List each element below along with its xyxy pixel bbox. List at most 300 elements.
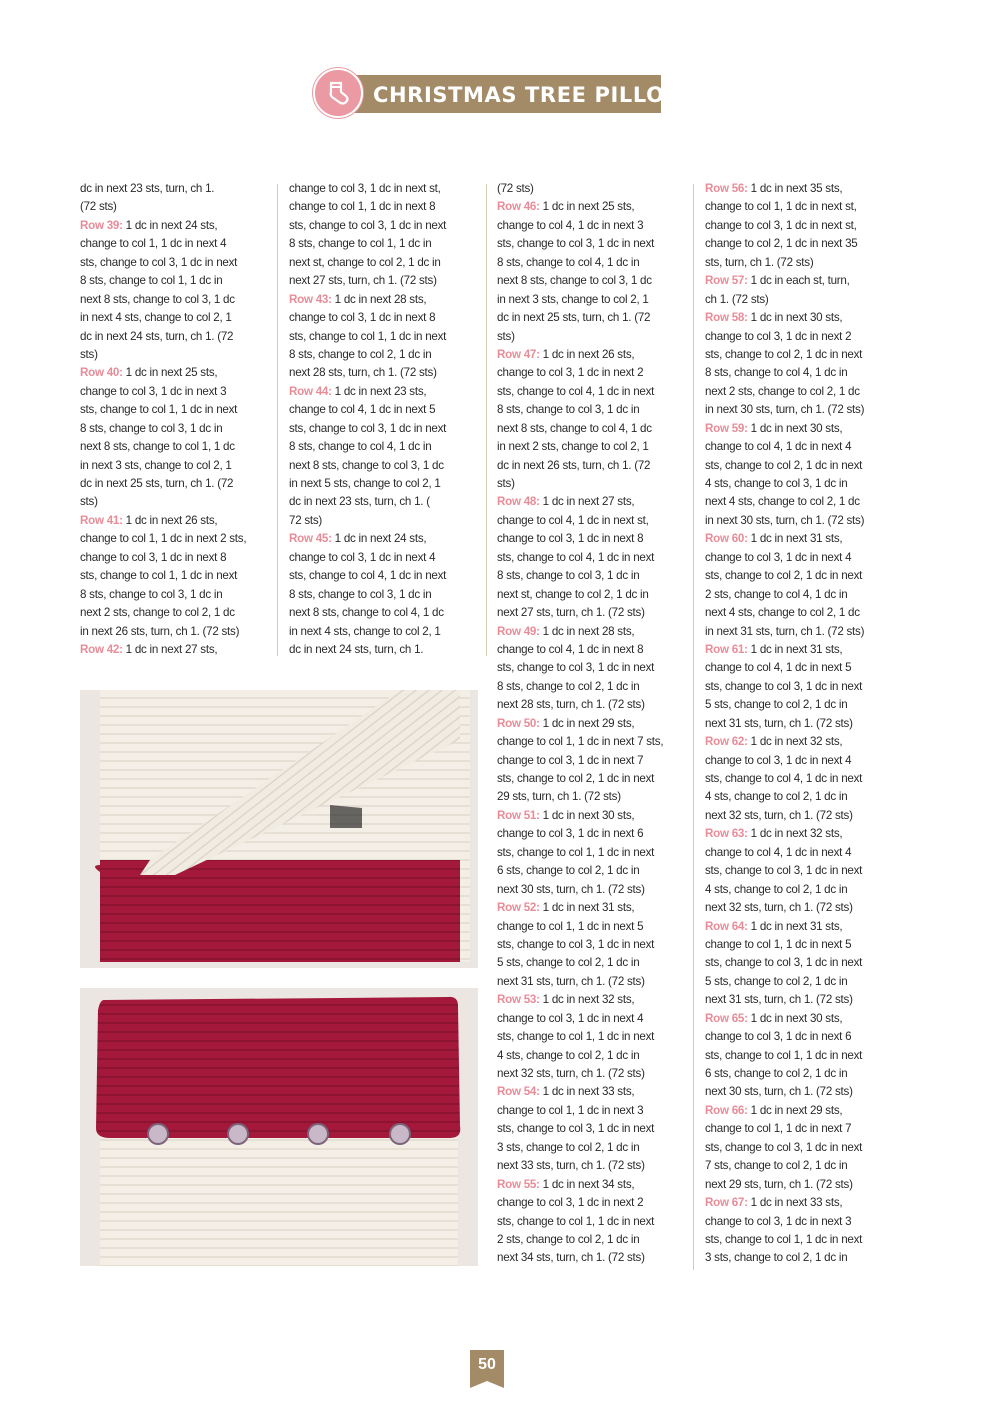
text-line — [705, 954, 864, 972]
instruction-text: change to col 3, 1 dc in next 8 — [497, 532, 644, 546]
text-line — [80, 383, 246, 401]
text-line — [705, 881, 864, 899]
instruction-text: sts, change to col 2, 1 dc in next — [705, 347, 863, 361]
instruction-text: next 33 sts, turn, ch 1. (72 sts) — [497, 1159, 645, 1173]
text-line — [497, 420, 663, 438]
instruction-text: 8 sts, change to col 3, 1 dc in — [80, 587, 223, 601]
text-line — [705, 973, 864, 991]
instruction-text: next 8 sts, change to col 4, 1 dc — [497, 421, 652, 435]
instruction-text: 1 dc in next 24 sts, — [331, 532, 427, 546]
text-line — [705, 1139, 864, 1157]
instruction-text: 2 sts, change to col 2, 1 dc in — [497, 1232, 640, 1246]
instruction-text: (72 sts) — [80, 200, 117, 214]
text-line — [497, 364, 663, 382]
text-line — [705, 291, 864, 309]
instruction-text: (72 sts) — [497, 182, 534, 195]
text-line — [705, 235, 864, 253]
text-line — [80, 309, 246, 327]
row-label: Row 47: — [497, 347, 540, 361]
text-line — [705, 918, 864, 936]
text-line — [705, 862, 864, 880]
text-line — [80, 346, 246, 364]
instruction-text: next 4 sts, change to col 2, 1 dc — [705, 495, 860, 509]
instruction-text: in next 30 sts, turn, ch 1. (72 sts) — [705, 403, 865, 417]
instruction-text: next 8 sts, change to col 3, 1 dc — [497, 274, 652, 288]
text-line — [289, 309, 446, 327]
instruction-text: in next 3 sts, change to col 2, 1 — [80, 458, 232, 472]
text-line — [705, 549, 864, 567]
text-line — [80, 328, 246, 346]
text-line — [80, 586, 246, 604]
instruction-text: change to col 1, 1 dc in next 5 — [705, 937, 852, 951]
instruction-text: 1 dc in next 29 sts, — [539, 716, 635, 730]
instruction-text: next 2 sts, change to col 2, 1 dc — [705, 384, 860, 398]
instruction-text: change to col 1, 1 dc in next 7 — [705, 1122, 852, 1136]
instruction-text: dc in next 24 sts, turn, ch 1. — [289, 642, 424, 656]
page-number: 50 — [478, 1356, 496, 1373]
text-line — [289, 493, 446, 511]
text-line — [80, 217, 246, 235]
instruction-text: 3 sts, change to col 2, 1 dc in — [705, 1251, 848, 1265]
instruction-text: sts, change to col 2, 1 dc in next — [705, 458, 863, 472]
text-line — [497, 346, 663, 364]
text-line — [80, 180, 246, 198]
text-line — [705, 567, 864, 585]
text-line — [705, 1213, 864, 1231]
text-line — [289, 217, 446, 235]
instruction-text: change to col 3, 1 dc in next 8 — [80, 550, 227, 564]
text-line — [497, 973, 663, 991]
instruction-text: 1 dc in next 35 sts, — [747, 182, 843, 195]
text-line — [705, 1157, 864, 1175]
instruction-text: dc in next 24 sts, turn, ch 1. (72 — [80, 329, 234, 343]
instruction-text: next 31 sts, turn, ch 1. (72 sts) — [497, 974, 645, 988]
instruction-text: 4 sts, change to col 2, 1 dc in — [705, 882, 848, 896]
text-line — [497, 1102, 663, 1120]
text-line — [497, 770, 663, 788]
instruction-text: 8 sts, change to col 4, 1 dc in — [497, 255, 640, 269]
instruction-text: sts, change to col 2, 1 dc in next — [705, 569, 863, 583]
text-line — [80, 623, 246, 641]
instruction-text: next st, change to col 2, 1 dc in — [497, 587, 649, 601]
text-line — [705, 438, 864, 456]
text-line — [497, 438, 663, 456]
instruction-text: 8 sts, change to col 3, 1 dc in — [80, 421, 223, 435]
instruction-text: next 32 sts, turn, ch 1. (72 sts) — [705, 901, 853, 915]
instruction-text: in next 3 sts, change to col 2, 1 — [497, 292, 649, 306]
text-line — [705, 309, 864, 327]
instruction-text: sts) — [80, 347, 98, 361]
text-line — [705, 198, 864, 216]
instruction-text: in next 4 sts, change to col 2, 1 — [289, 624, 441, 638]
instruction-text: 6 sts, change to col 2, 1 dc in — [497, 864, 640, 878]
instruction-text: next 31 sts, turn, ch 1. (72 sts) — [705, 716, 853, 730]
text-line — [705, 180, 864, 198]
text-line — [497, 254, 663, 272]
text-line — [705, 1231, 864, 1249]
page-number-tab — [470, 1350, 504, 1388]
text-line — [497, 807, 663, 825]
text-line — [497, 991, 663, 1009]
instruction-text: 1 dc in next 27 sts, — [122, 642, 218, 656]
text-line — [705, 770, 864, 788]
column-divider — [277, 184, 278, 656]
text-line — [705, 217, 864, 235]
instruction-text: 8 sts, change to col 2, 1 dc in — [289, 347, 432, 361]
pillow-photo-back — [80, 988, 478, 1266]
instruction-text: next 34 sts, turn, ch 1. (72 sts) — [497, 1251, 645, 1265]
instruction-text: change to col 3, 1 dc in next 2 — [497, 366, 644, 380]
text-line — [289, 328, 446, 346]
instruction-text: dc in next 25 sts, turn, ch 1. (72 — [497, 311, 651, 325]
text-column-4 — [705, 180, 864, 1268]
instruction-text: change to col 2, 1 dc in next 35 — [705, 237, 858, 251]
text-line — [705, 475, 864, 493]
text-line — [497, 1231, 663, 1249]
instruction-text: 1 dc in next 30 sts, — [747, 1011, 843, 1025]
instruction-text: change to col 4, 1 dc in next 5 — [289, 403, 436, 417]
text-line — [497, 401, 663, 419]
instruction-text: next 28 sts, turn, ch 1. (72 sts) — [289, 366, 437, 380]
instruction-text: dc in next 25 sts, turn, ch 1. (72 — [80, 477, 234, 490]
instruction-text: sts, change to col 4, 1 dc in next — [705, 772, 863, 785]
text-line — [80, 549, 246, 567]
instruction-text: change to col 1, 1 dc in next 3 — [497, 1103, 644, 1117]
instruction-text: change to col 3, 1 dc in next 3 — [705, 1214, 852, 1228]
row-label: Row 48: — [497, 495, 540, 509]
row-label: Row 42: — [80, 642, 123, 656]
instruction-text: change to col 3, 1 dc in next 7 — [497, 753, 644, 767]
text-line — [497, 457, 663, 475]
instruction-text: in next 5 sts, change to col 2, 1 — [289, 477, 441, 490]
instruction-text: 1 dc in next 31 sts, — [747, 642, 843, 656]
instruction-text: sts, change to col 3, 1 dc in next — [705, 679, 863, 693]
instruction-text: sts, change to col 2, 1 dc in next — [497, 772, 655, 785]
row-label: Row 61: — [705, 642, 748, 656]
text-line — [80, 291, 246, 309]
instruction-text: 8 sts, change to col 3, 1 dc in — [289, 587, 432, 601]
text-line — [497, 862, 663, 880]
instruction-text: 1 dc in next 33 sts, — [539, 1085, 635, 1099]
text-line — [289, 235, 446, 253]
row-label: Row 46: — [497, 200, 540, 214]
instruction-text: 1 dc in next 32 sts, — [747, 827, 843, 841]
text-line — [80, 420, 246, 438]
instruction-text: 8 sts, change to col 3, 1 dc in — [497, 569, 640, 583]
text-line — [705, 1102, 864, 1120]
text-line — [705, 641, 864, 659]
instruction-text: dc in next 26 sts, turn, ch 1. (72 — [497, 458, 651, 472]
instruction-text: 6 sts, change to col 2, 1 dc in — [705, 1067, 848, 1080]
text-line — [497, 309, 663, 327]
instruction-text: sts) — [497, 329, 515, 343]
row-label: Row 55: — [497, 1177, 540, 1191]
text-line — [497, 954, 663, 972]
instruction-text: change to col 3, 1 dc in next 6 — [497, 827, 644, 841]
instruction-text: sts, change to col 3, 1 dc in next — [497, 661, 655, 675]
text-line — [497, 383, 663, 401]
instruction-text: in next 2 sts, change to col 2, 1 — [497, 440, 649, 454]
instruction-text: 1 dc in next 32 sts, — [747, 735, 843, 749]
text-line — [705, 364, 864, 382]
instruction-text: sts, change to col 1, 1 dc in next — [289, 329, 447, 343]
instruction-text: in next 30 sts, turn, ch 1. (72 sts) — [705, 513, 865, 527]
text-line — [289, 346, 446, 364]
instruction-text: next 30 sts, turn, ch 1. (72 sts) — [497, 882, 645, 896]
instruction-text: change to col 3, 1 dc in next st, — [289, 182, 441, 195]
text-line — [497, 1139, 663, 1157]
text-line — [705, 1194, 864, 1212]
text-line — [80, 567, 246, 585]
instruction-text: 7 sts, change to col 2, 1 dc in — [705, 1159, 848, 1173]
row-label: Row 59: — [705, 421, 748, 435]
text-line — [80, 438, 246, 456]
instruction-text: 1 dc in next 28 sts, — [539, 624, 635, 638]
text-line — [497, 844, 663, 862]
instruction-text: 1 dc in next 34 sts, — [539, 1177, 635, 1191]
instruction-text: 1 dc in next 24 sts, — [122, 218, 218, 232]
text-line — [705, 328, 864, 346]
text-line — [497, 678, 663, 696]
text-line — [705, 752, 864, 770]
text-line — [497, 1028, 663, 1046]
text-line — [80, 530, 246, 548]
row-label: Row 63: — [705, 827, 748, 841]
instruction-text: 3 sts, change to col 2, 1 dc in — [497, 1140, 640, 1154]
text-line — [497, 696, 663, 714]
text-line — [289, 438, 446, 456]
instruction-text: change to col 3, 1 dc in next 4 — [289, 550, 436, 564]
text-line — [705, 991, 864, 1009]
text-line — [497, 936, 663, 954]
text-line — [705, 678, 864, 696]
instruction-text: 5 sts, change to col 2, 1 dc in — [705, 698, 848, 712]
text-line — [497, 198, 663, 216]
instruction-text: 1 dc in next 32 sts, — [539, 993, 635, 1007]
text-line — [80, 235, 246, 253]
text-line — [80, 457, 246, 475]
row-label: Row 66: — [705, 1103, 748, 1117]
instruction-text: sts, change to col 3, 1 dc in next — [80, 255, 238, 269]
instruction-text: 1 dc in next 30 sts, — [539, 808, 635, 822]
text-line — [80, 641, 246, 659]
instruction-text: sts, change to col 3, 1 dc in next — [289, 218, 447, 232]
text-line — [80, 493, 246, 511]
text-line — [705, 512, 864, 530]
text-line — [289, 549, 446, 567]
instruction-text: sts, change to col 4, 1 dc in next — [497, 384, 655, 398]
text-line — [705, 1120, 864, 1138]
text-line — [705, 1010, 864, 1028]
instruction-text: dc in next 23 sts, turn, ch 1. — [80, 182, 215, 195]
row-label: Row 58: — [705, 311, 748, 325]
instruction-text: next 8 sts, change to col 3, 1 dc — [289, 458, 444, 472]
instruction-text: next 32 sts, turn, ch 1. (72 sts) — [497, 1067, 645, 1080]
instruction-text: 1 dc in next 27 sts, — [539, 495, 635, 509]
text-line — [705, 272, 864, 290]
text-line — [497, 733, 663, 751]
text-line — [705, 659, 864, 677]
text-line — [497, 1065, 663, 1083]
text-line — [705, 1047, 864, 1065]
instruction-text: sts, change to col 1, 1 dc in next — [80, 403, 238, 417]
text-line — [289, 512, 446, 530]
text-line — [289, 254, 446, 272]
instruction-text: 5 sts, change to col 2, 1 dc in — [497, 956, 640, 970]
instruction-text: change to col 3, 1 dc in next 8 — [289, 311, 436, 325]
row-label: Row 67: — [705, 1196, 748, 1210]
instruction-text: 1 dc in next 23 sts, — [331, 384, 427, 398]
instruction-text: in next 4 sts, change to col 2, 1 — [80, 311, 232, 325]
instruction-text: in next 31 sts, turn, ch 1. (72 sts) — [705, 624, 865, 638]
text-line — [705, 844, 864, 862]
text-line — [497, 530, 663, 548]
text-line — [289, 641, 446, 659]
instruction-text: sts, change to col 3, 1 dc in next — [497, 1122, 655, 1136]
row-label: Row 54: — [497, 1085, 540, 1099]
text-line — [497, 512, 663, 530]
text-line — [705, 733, 864, 751]
text-line — [497, 1157, 663, 1175]
instruction-text: change to col 3, 1 dc in next 6 — [705, 1030, 852, 1044]
text-line — [80, 364, 246, 382]
instruction-text: ch 1. (72 sts) — [705, 292, 769, 306]
instruction-text: next 29 sts, turn, ch 1. (72 sts) — [705, 1177, 853, 1191]
text-column-1 — [80, 180, 246, 659]
instruction-text: 29 sts, turn, ch 1. (72 sts) — [497, 790, 621, 804]
instruction-text: change to col 1, 1 dc in next 7 sts, — [497, 735, 664, 749]
instruction-text: change to col 3, 1 dc in next 2 — [497, 1196, 644, 1210]
row-label: Row 51: — [497, 808, 540, 822]
row-label: Row 50: — [497, 716, 540, 730]
text-line — [497, 549, 663, 567]
instruction-text: next 8 sts, change to col 4, 1 dc — [289, 606, 444, 620]
instruction-text: 4 sts, change to col 3, 1 dc in — [705, 477, 848, 490]
text-line — [80, 475, 246, 493]
row-label: Row 52: — [497, 901, 540, 915]
instruction-text: in next 26 sts, turn, ch 1. (72 sts) — [80, 624, 240, 638]
instruction-text: 4 sts, change to col 2, 1 dc in — [497, 1048, 640, 1062]
instruction-text: change to col 1, 1 dc in next 8 — [289, 200, 436, 214]
text-line — [497, 217, 663, 235]
instruction-text: sts, change to col 1, 1 dc in next — [705, 1048, 863, 1062]
instruction-text: 1 dc in each st, turn, — [747, 274, 850, 288]
row-label: Row 44: — [289, 384, 332, 398]
text-line — [497, 1047, 663, 1065]
instruction-text: 1 dc in next 31 sts, — [747, 919, 843, 933]
row-label: Row 60: — [705, 532, 748, 546]
instruction-text: 72 sts) — [289, 513, 323, 527]
text-line — [497, 659, 663, 677]
text-line — [497, 1010, 663, 1028]
instruction-text: 5 sts, change to col 2, 1 dc in — [705, 974, 848, 988]
text-line — [497, 918, 663, 936]
instruction-text: next 27 sts, turn, ch 1. (72 sts) — [497, 606, 645, 620]
instruction-text: sts, change to col 4, 1 dc in next — [289, 569, 447, 583]
instruction-text: sts, change to col 1, 1 dc in next — [80, 569, 238, 583]
instruction-text: sts, change to col 3, 1 dc in next — [289, 421, 447, 435]
text-line — [497, 1249, 663, 1267]
instruction-text: 1 dc in next 26 sts, — [539, 347, 635, 361]
instruction-text: sts, change to col 3, 1 dc in next — [705, 864, 863, 878]
column-divider — [693, 184, 694, 1270]
instruction-text: change to col 4, 1 dc in next 3 — [497, 218, 644, 232]
row-label: Row 56: — [705, 182, 748, 195]
text-line — [705, 254, 864, 272]
instruction-text: change to col 4, 1 dc in next 5 — [705, 661, 852, 675]
text-line — [497, 235, 663, 253]
text-line — [497, 180, 663, 198]
text-line — [80, 604, 246, 622]
text-line — [705, 788, 864, 806]
instruction-text: next 28 sts, turn, ch 1. (72 sts) — [497, 698, 645, 712]
text-line — [497, 788, 663, 806]
text-line — [497, 586, 663, 604]
row-label: Row 45: — [289, 532, 332, 546]
text-line — [705, 493, 864, 511]
text-line — [497, 1083, 663, 1101]
row-label: Row 57: — [705, 274, 748, 288]
instruction-text: next 30 sts, turn, ch 1. (72 sts) — [705, 1085, 853, 1099]
text-line — [497, 752, 663, 770]
instruction-text: sts, change to col 4, 1 dc in next — [497, 550, 655, 564]
text-line — [497, 641, 663, 659]
text-line — [289, 364, 446, 382]
column-divider — [486, 184, 487, 656]
text-line — [289, 401, 446, 419]
instruction-text: next 32 sts, turn, ch 1. (72 sts) — [705, 808, 853, 822]
text-line — [705, 457, 864, 475]
text-line — [705, 696, 864, 714]
instruction-text: change to col 4, 1 dc in next 4 — [705, 845, 852, 859]
text-line — [497, 493, 663, 511]
text-line — [705, 530, 864, 548]
text-line — [705, 807, 864, 825]
text-line — [289, 567, 446, 585]
text-line — [80, 198, 246, 216]
text-line — [705, 899, 864, 917]
text-line — [497, 328, 663, 346]
instruction-text: 1 dc in next 28 sts, — [331, 292, 427, 306]
instruction-text: 1 dc in next 30 sts, — [747, 421, 843, 435]
text-line — [705, 623, 864, 641]
row-label: Row 65: — [705, 1011, 748, 1025]
text-line — [289, 420, 446, 438]
text-line — [705, 420, 864, 438]
instruction-text: sts, change to col 3, 1 dc in next — [705, 956, 863, 970]
text-line — [80, 254, 246, 272]
text-line — [289, 198, 446, 216]
instruction-text: change to col 4, 1 dc in next st, — [497, 513, 649, 527]
instruction-text: 2 sts, change to col 4, 1 dc in — [705, 587, 848, 601]
instruction-text: sts) — [497, 477, 515, 490]
instruction-text: 8 sts, change to col 4, 1 dc in — [705, 366, 848, 380]
row-label: Row 43: — [289, 292, 332, 306]
instruction-text: next 2 sts, change to col 2, 1 dc — [80, 606, 235, 620]
text-line — [705, 1176, 864, 1194]
instruction-text: change to col 1, 1 dc in next 2 sts, — [80, 532, 247, 546]
text-line — [80, 512, 246, 530]
text-line — [705, 936, 864, 954]
text-line — [705, 383, 864, 401]
instruction-text: sts) — [80, 495, 98, 509]
instruction-text: next 4 sts, change to col 2, 1 dc — [705, 606, 860, 620]
instruction-text: change to col 3, 1 dc in next 2 — [705, 329, 852, 343]
instruction-text: 8 sts, change to col 1, 1 dc in — [80, 274, 223, 288]
text-line — [80, 401, 246, 419]
text-line — [497, 1120, 663, 1138]
instruction-text: change to col 1, 1 dc in next 5 — [497, 919, 644, 933]
